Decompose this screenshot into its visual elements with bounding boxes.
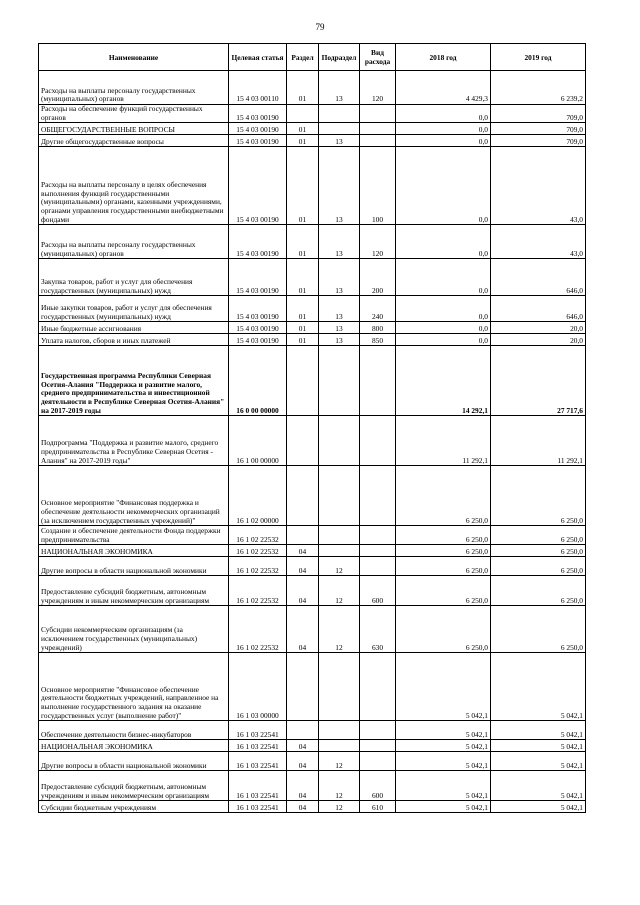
table-row	[39, 771, 586, 801]
row-expense-type	[360, 653, 396, 721]
row-name: Расходы на выплаты персоналу государственных (муниципальных) органов	[39, 225, 229, 259]
row-2018: 6 250,0	[396, 557, 491, 576]
table-header-row	[39, 44, 586, 71]
row-2019: 709,0	[491, 123, 586, 135]
row-expense-type: 120	[360, 225, 396, 259]
row-target: 16 1 03 00000	[229, 653, 287, 721]
row-expense-type: 120	[360, 71, 396, 105]
row-2019: 5 042,1	[491, 801, 586, 813]
row-target: 15 4 03 00190	[229, 334, 287, 346]
row-target: 16 1 03 22541	[229, 740, 287, 752]
row-2018: 0,0	[396, 334, 491, 346]
row-subsection	[319, 545, 360, 557]
header-section: Раздел	[287, 44, 319, 71]
row-target: 15 4 03 00190	[229, 225, 287, 259]
table-row	[39, 752, 586, 771]
row-2019: 5 042,1	[491, 721, 586, 740]
row-2018: 0,0	[396, 225, 491, 259]
row-name: НАЦИОНАЛЬНАЯ ЭКОНОМИКА	[39, 740, 229, 752]
table-row	[39, 557, 586, 576]
row-2019: 43,0	[491, 225, 586, 259]
table-row	[39, 801, 586, 813]
row-name: Иные бюджетные ассигнования	[39, 322, 229, 334]
header-expense-type: Вид расхода	[360, 44, 396, 71]
row-2019: 5 042,1	[491, 653, 586, 721]
row-2018: 5 042,1	[396, 653, 491, 721]
row-subsection: 13	[319, 71, 360, 105]
row-2019: 6 250,0	[491, 545, 586, 557]
row-name: Предоставление субсидий бюджетным, автономным учреждениям и иным некоммерческим организациям	[39, 576, 229, 606]
table-row	[39, 123, 586, 135]
row-name: Иные закупки товаров, работ и услуг для обеспечения государственных (муниципальных) нужд	[39, 296, 229, 322]
row-section: 01	[287, 334, 319, 346]
row-2018: 14 292,1	[396, 346, 491, 416]
row-section	[287, 105, 319, 123]
row-target: 16 1 02 22532	[229, 606, 287, 653]
row-target: 16 1 02 22532	[229, 526, 287, 545]
table-row	[39, 135, 586, 147]
table-row	[39, 576, 586, 606]
row-2018: 6 250,0	[396, 526, 491, 545]
row-2018: 0,0	[396, 135, 491, 147]
row-subsection: 13	[319, 296, 360, 322]
row-2018: 4 429,3	[396, 71, 491, 105]
table-row	[39, 322, 586, 334]
row-section: 04	[287, 557, 319, 576]
row-name: Уплата налогов, сборов и иных платежей	[39, 334, 229, 346]
row-expense-type: 200	[360, 259, 396, 296]
table-row	[39, 721, 586, 740]
row-name: Предоставление субсидий бюджетным, автономным учреждениям и иным некоммерческим организациям	[39, 771, 229, 801]
row-2019: 20,0	[491, 322, 586, 334]
row-target: 16 1 02 22532	[229, 545, 287, 557]
row-section: 01	[287, 322, 319, 334]
row-expense-type: 100	[360, 147, 396, 225]
row-expense-type	[360, 416, 396, 466]
row-name: Основное мероприятие "Финансовая поддержка и обеспечение деятельности некоммерческих организаций (за исключением государственных учреждений)"	[39, 466, 229, 526]
row-name: Другие вопросы в области национальной экономики	[39, 557, 229, 576]
row-2019: 5 042,1	[491, 752, 586, 771]
row-name: Расходы на выплаты персоналу в целях обеспечения выполнения функций государственными (муниципальными) органами, казенными учреждениями, органами управления государственными внебюджетными фондами	[39, 147, 229, 225]
row-2018: 6 250,0	[396, 466, 491, 526]
row-expense-type: 850	[360, 334, 396, 346]
row-target: 15 4 03 00190	[229, 135, 287, 147]
row-expense-type	[360, 123, 396, 135]
row-subsection: 12	[319, 576, 360, 606]
table-row	[39, 334, 586, 346]
row-expense-type: 240	[360, 296, 396, 322]
row-2019: 6 239,2	[491, 71, 586, 105]
row-target: 15 4 03 00190	[229, 105, 287, 123]
row-name: Субсидии некоммерческим организациям (за исключением государственных (муниципальных) учреждений)	[39, 606, 229, 653]
row-expense-type	[360, 545, 396, 557]
row-name: Государственная программа Республики Северная Осетия-Алания "Поддержка и развитие малого, среднего предпринимательства и инвестиционной деятельности в Республике Северная Осетия-Алания" на 2017-2019 годы	[39, 346, 229, 416]
row-2019: 6 250,0	[491, 606, 586, 653]
row-subsection	[319, 740, 360, 752]
table-row	[39, 225, 586, 259]
row-section: 01	[287, 123, 319, 135]
row-subsection: 12	[319, 752, 360, 771]
row-name: Подпрограмма "Поддержка и развитие малого, среднего предпринимательства в Республике Северная Осетия - Алания" на 2017-2019 годы"	[39, 416, 229, 466]
row-target: 15 4 03 00190	[229, 296, 287, 322]
row-expense-type	[360, 135, 396, 147]
row-expense-type: 630	[360, 606, 396, 653]
row-2019: 709,0	[491, 135, 586, 147]
row-section: 01	[287, 296, 319, 322]
row-expense-type	[360, 740, 396, 752]
table-row	[39, 105, 586, 123]
table-row	[39, 296, 586, 322]
row-subsection: 13	[319, 322, 360, 334]
row-section: 04	[287, 771, 319, 801]
row-2019: 709,0	[491, 105, 586, 123]
row-subsection: 12	[319, 606, 360, 653]
row-expense-type	[360, 557, 396, 576]
table-row	[39, 466, 586, 526]
row-name: Основное мероприятие "Финансовое обеспечение деятельности бюджетных учреждений, направленное на выполнение государственного задания на оказание государственных услуг (выполнение работ)"	[39, 653, 229, 721]
row-subsection	[319, 466, 360, 526]
row-subsection: 13	[319, 334, 360, 346]
row-section: 01	[287, 259, 319, 296]
row-expense-type	[360, 105, 396, 123]
row-section	[287, 346, 319, 416]
row-section	[287, 466, 319, 526]
row-expense-type: 800	[360, 322, 396, 334]
row-2018: 0,0	[396, 322, 491, 334]
row-expense-type	[360, 752, 396, 771]
row-name: НАЦИОНАЛЬНАЯ ЭКОНОМИКА	[39, 545, 229, 557]
row-expense-type	[360, 466, 396, 526]
row-2018: 5 042,1	[396, 721, 491, 740]
row-expense-type	[360, 346, 396, 416]
row-target: 15 4 03 00190	[229, 259, 287, 296]
row-expense-type	[360, 526, 396, 545]
row-2018: 6 250,0	[396, 576, 491, 606]
table-row	[39, 606, 586, 653]
row-section: 04	[287, 740, 319, 752]
row-target: 15 4 03 00190	[229, 322, 287, 334]
row-subsection	[319, 105, 360, 123]
row-2018: 6 250,0	[396, 545, 491, 557]
row-expense-type	[360, 721, 396, 740]
row-section: 01	[287, 225, 319, 259]
row-target: 15 4 03 00190	[229, 147, 287, 225]
table-row	[39, 71, 586, 105]
row-2018: 11 292,1	[396, 416, 491, 466]
row-2019: 6 250,0	[491, 466, 586, 526]
row-target: 16 1 02 22532	[229, 557, 287, 576]
row-2018: 0,0	[396, 105, 491, 123]
row-subsection	[319, 526, 360, 545]
row-section: 01	[287, 135, 319, 147]
row-2018: 5 042,1	[396, 801, 491, 813]
row-subsection	[319, 123, 360, 135]
row-2019: 6 250,0	[491, 526, 586, 545]
row-expense-type: 600	[360, 576, 396, 606]
row-target: 15 4 03 00190	[229, 123, 287, 135]
row-section: 04	[287, 801, 319, 813]
row-target: 16 1 03 22541	[229, 721, 287, 740]
table-row	[39, 416, 586, 466]
header-2019: 2019 год	[491, 44, 586, 71]
row-subsection: 12	[319, 771, 360, 801]
row-2019: 43,0	[491, 147, 586, 225]
row-2018: 5 042,1	[396, 752, 491, 771]
table-row	[39, 259, 586, 296]
row-section	[287, 416, 319, 466]
table-row	[39, 740, 586, 752]
row-subsection: 12	[319, 557, 360, 576]
table-row	[39, 147, 586, 225]
row-target: 16 1 02 00000	[229, 466, 287, 526]
row-subsection	[319, 653, 360, 721]
row-2019: 646,0	[491, 259, 586, 296]
row-2019: 11 292,1	[491, 416, 586, 466]
table-row	[39, 653, 586, 721]
row-expense-type: 600	[360, 771, 396, 801]
row-subsection: 12	[319, 801, 360, 813]
row-2018: 0,0	[396, 123, 491, 135]
row-2019: 27 717,6	[491, 346, 586, 416]
table-row	[39, 545, 586, 557]
row-name: Создание и обеспечение деятельности Фонда поддержки предпринимательства	[39, 526, 229, 545]
row-target: 16 1 02 22532	[229, 576, 287, 606]
row-2018: 5 042,1	[396, 740, 491, 752]
row-subsection	[319, 416, 360, 466]
row-subsection: 13	[319, 147, 360, 225]
table-row	[39, 526, 586, 545]
row-2019: 5 042,1	[491, 740, 586, 752]
row-name: Субсидии бюджетным учреждениям	[39, 801, 229, 813]
row-section: 04	[287, 576, 319, 606]
header-2018: 2018 год	[396, 44, 491, 71]
row-subsection: 13	[319, 259, 360, 296]
row-name: Другие вопросы в области национальной экономики	[39, 752, 229, 771]
row-name: Закупка товаров, работ и услуг для обеспечения государственных (муниципальных) нужд	[39, 259, 229, 296]
row-2019: 5 042,1	[491, 771, 586, 801]
row-name: Расходы на обеспечение функций государственных органов	[39, 105, 229, 123]
row-subsection: 13	[319, 135, 360, 147]
row-section: 04	[287, 606, 319, 653]
row-2018: 0,0	[396, 296, 491, 322]
row-name: ОБЩЕГОСУДАРСТВЕННЫЕ ВОПРОСЫ	[39, 123, 229, 135]
row-section: 04	[287, 752, 319, 771]
row-subsection: 13	[319, 225, 360, 259]
row-2019: 646,0	[491, 296, 586, 322]
row-section: 04	[287, 545, 319, 557]
row-2018: 0,0	[396, 147, 491, 225]
row-name: Обеспечение деятельности бизнес-инкубаторов	[39, 721, 229, 740]
row-2018: 6 250,0	[396, 606, 491, 653]
row-2018: 0,0	[396, 259, 491, 296]
row-section: 01	[287, 147, 319, 225]
row-2019: 20,0	[491, 334, 586, 346]
page-number: 79	[315, 22, 325, 32]
row-target: 15 4 03 00110	[229, 71, 287, 105]
row-name: Другие общегосударственные вопросы	[39, 135, 229, 147]
row-2019: 6 250,0	[491, 557, 586, 576]
row-subsection	[319, 721, 360, 740]
row-2018: 5 042,1	[396, 771, 491, 801]
row-target: 16 1 03 22541	[229, 752, 287, 771]
header-name: Наименование	[39, 44, 229, 71]
budget-table	[38, 43, 586, 813]
row-target: 16 1 03 22541	[229, 801, 287, 813]
header-subsection: Подраздел	[319, 44, 360, 71]
row-section	[287, 721, 319, 740]
row-subsection	[319, 346, 360, 416]
table-row	[39, 346, 586, 416]
row-target: 16 1 03 22541	[229, 771, 287, 801]
row-target: 16 1 00 00000	[229, 416, 287, 466]
row-target: 16 0 00 00000	[229, 346, 287, 416]
row-name: Расходы на выплаты персоналу государственных (муниципальных) органов	[39, 71, 229, 105]
row-expense-type: 610	[360, 801, 396, 813]
row-section	[287, 526, 319, 545]
row-2019: 6 250,0	[491, 576, 586, 606]
row-section: 01	[287, 71, 319, 105]
row-section	[287, 653, 319, 721]
header-target: Целевая статья	[229, 44, 287, 71]
